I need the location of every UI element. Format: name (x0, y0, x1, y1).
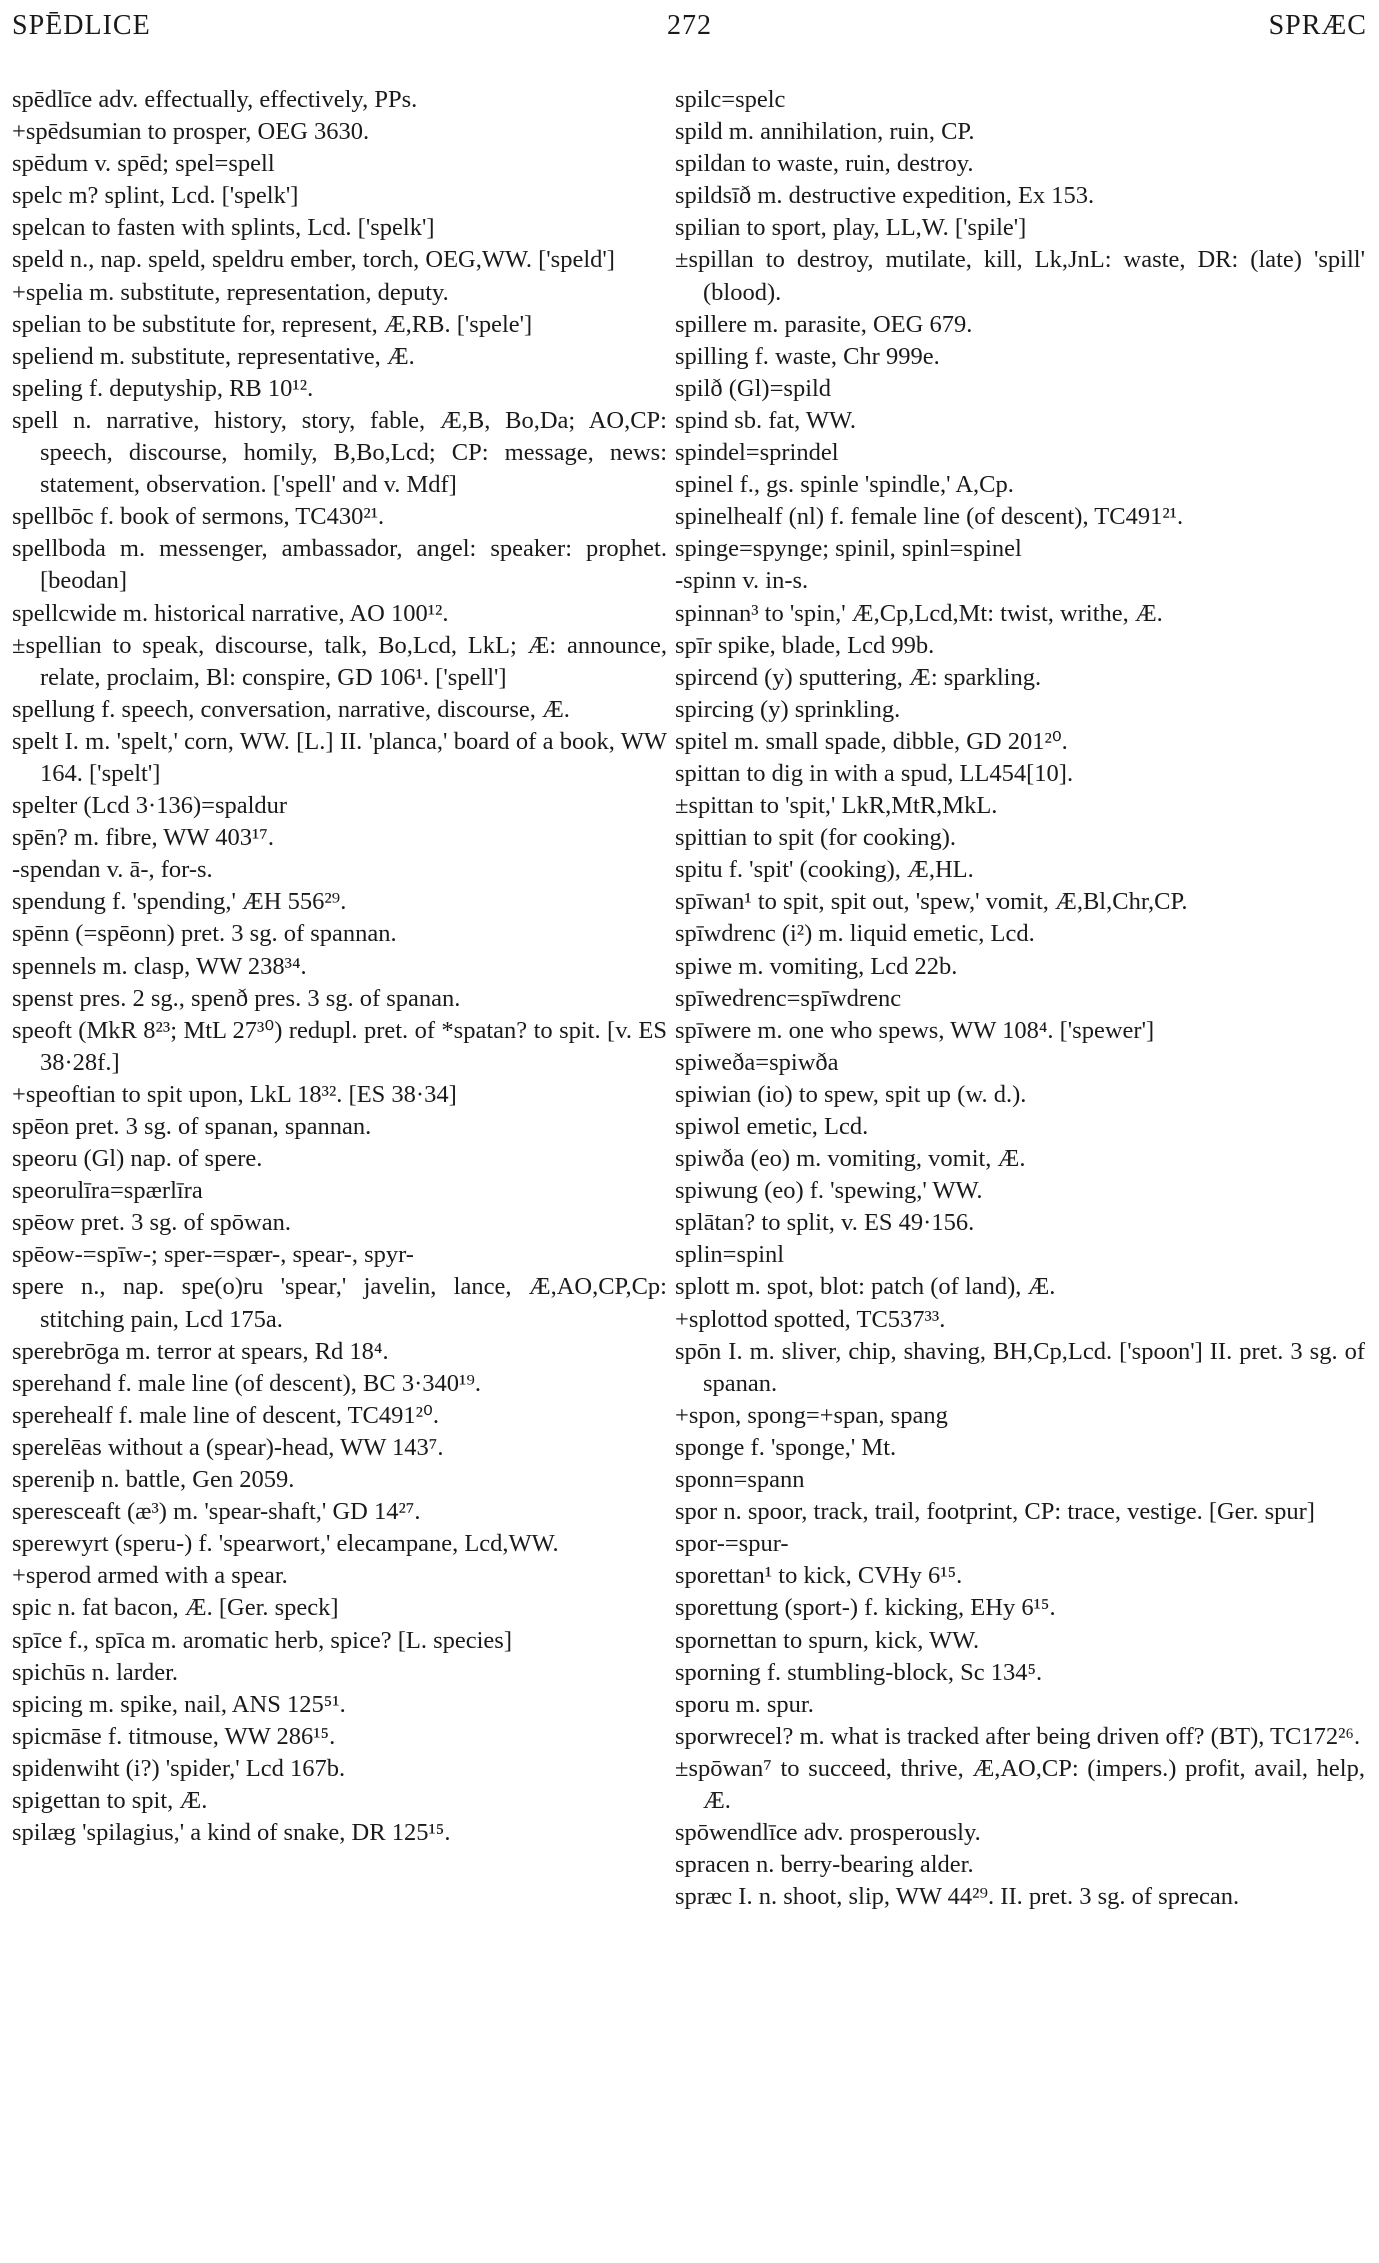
dictionary-entry: spicmāse f. titmouse, WW 286¹⁵. (12, 1722, 336, 1750)
dictionary-entry: spildsīð m. destructive expedition, Ex 153. (675, 182, 1095, 210)
dictionary-entry: speliend m. substitute, representative, Æ. (12, 342, 415, 370)
dictionary-entry: spittan to dig in with a spud, LL454[10]. (675, 759, 1074, 787)
dictionary-entry: spornettan to spurn, kick, WW. (675, 1626, 980, 1654)
dictionary-entry: sporning f. stumbling-block, Sc 134⁵. (675, 1658, 1043, 1686)
dictionary-entry: spillere m. parasite, OEG 679. (675, 310, 973, 338)
dictionary-entry: spildan to waste, ruin, destroy. (675, 150, 974, 178)
dictionary-entry: spilæg 'spilagius,' a kind of snake, DR 125¹⁵. (12, 1819, 451, 1847)
dictionary-entry: splin=spinl (675, 1241, 785, 1269)
running-head-right: SPRÆC (1268, 10, 1367, 41)
dictionary-entry: -spendan v. ā-, for-s. (12, 856, 213, 884)
dictionary-entry: spiwol emetic, Lcd. (675, 1113, 869, 1140)
dictionary-entry: spicing m. spike, nail, ANS 125⁵¹. (12, 1690, 346, 1718)
dictionary-entry: spīr spike, blade, Lcd 99b. (675, 631, 935, 659)
dictionary-entry: spelcan to fasten with splints, Lcd. ['spelk'] (12, 214, 435, 242)
dictionary-entry: spinelhealf (nl) f. female line (of descent), TC491²¹. (675, 503, 1184, 531)
dictionary-entry: spelian to be substitute for, represent, Æ,RB. ['spele'] (12, 310, 533, 338)
dictionary-entry: spild m. annihilation, ruin, CP. (675, 118, 975, 146)
dictionary-entry: spinnan³ to 'spin,' Æ,Cp,Lcd,Mt: twist, writhe, Æ. (675, 599, 1163, 627)
dictionary-entry: sperewyrt (speru-) f. 'spearwort,' elecampane, Lcd,WW. (12, 1530, 559, 1558)
dictionary-entry: spic n. fat bacon, Æ. [Ger. speck] (12, 1594, 339, 1622)
dictionary-entry: spelter (Lcd 3·136)=spaldur (12, 792, 288, 820)
dictionary-entry: spēnn (=spēonn) pret. 3 sg. of spannan. (12, 920, 397, 948)
dictionary-entry: spellung f. speech, conversation, narrative, discourse, Æ. (12, 695, 570, 723)
dictionary-entry: sponn=spann (675, 1466, 805, 1494)
page-header (12, 10, 1367, 50)
dictionary-entry: spelc m? splint, Lcd. ['spelk'] (12, 182, 299, 210)
dictionary-entry: spor-=spur- (675, 1530, 789, 1558)
dictionary-entry: spereniþ n. battle, Gen 2059. (12, 1466, 295, 1494)
dictionary-entry: spitu f. 'spit' (cooking), Æ,HL. (675, 856, 974, 884)
dictionary-entry: speoft (MkR 8²³; MtL 27³⁰) redupl. pret. of *spatan? to spit. [v. ES 38·28f.] (12, 1016, 667, 1076)
dictionary-entry: spilian to sport, play, LL,W. ['spile'] (675, 214, 1027, 242)
left-column (12, 84, 667, 1849)
dictionary-entry: spīwan¹ to spit, spit out, 'spew,' vomit, Æ,Bl,Chr,CP. (675, 888, 1188, 916)
dictionary-entry: speling f. deputyship, RB 10¹². (12, 374, 314, 402)
dictionary-entry: sporwrecel? m. what is tracked after being driven off? (BT), TC172²⁶. (675, 1722, 1361, 1750)
dictionary-entry: spindel=sprindel (675, 439, 839, 467)
dictionary-entry: +spelia m. substitute, representation, deputy. (12, 278, 449, 306)
dictionary-entry: +spēdsumian to prosper, OEG 3630. (12, 118, 370, 146)
dictionary-entry: spennels m. clasp, WW 238³⁴. (12, 952, 307, 980)
dictionary-entry: spēn? m. fibre, WW 403¹⁷. (12, 824, 274, 852)
dictionary-entry: spēow pret. 3 sg. of spōwan. (12, 1209, 291, 1237)
dictionary-entry: spind sb. fat, WW. (675, 406, 857, 434)
dictionary-entry: spracen n. berry-bearing alder. (675, 1851, 974, 1879)
dictionary-entry: spīce f., spīca m. aromatic herb, spice? [L. species] (12, 1626, 513, 1654)
dictionary-entry: spircing (y) sprinkling. (675, 695, 901, 723)
dictionary-entry: sporettan¹ to kick, CVHy 6¹⁵. (675, 1562, 963, 1590)
dictionary-entry: spīwdrenc (i²) m. liquid emetic, Lcd. (675, 920, 1035, 948)
dictionary-entry: spitel m. small spade, dibble, GD 201²⁰. (675, 727, 1068, 755)
dictionary-entry: spellbōc f. book of sermons, TC430²¹. (12, 503, 385, 531)
dictionary-entry: spēon pret. 3 sg. of spanan, spannan. (12, 1113, 372, 1140)
dictionary-entry: sperelēas without a (spear)-head, WW 143⁷. (12, 1433, 444, 1461)
dictionary-entry: spēdum v. spēd; spel=spell (12, 150, 275, 178)
dictionary-entry: spelt I. m. 'spelt,' corn, WW. [L.] II. 'planca,' board of a book, WW 164. ['spelt'] (12, 727, 667, 787)
right-column (675, 84, 1365, 1913)
dictionary-entry: spittian to spit (for cooking). (675, 824, 957, 852)
dictionary-entry: speorulīra=spærlīra (12, 1177, 203, 1205)
dictionary-entry: sperebrōga m. terror at spears, Rd 18⁴. (12, 1337, 389, 1365)
dictionary-entry: spōwendlīce adv. prosperously. (675, 1819, 981, 1847)
dictionary-entry: ±spittan to 'spit,' LkR,MtR,MkL. (675, 792, 998, 820)
dictionary-entry: +splottod spotted, TC537³³. (675, 1305, 946, 1333)
dictionary-entry: spiwða (eo) m. vomiting, vomit, Æ. (675, 1145, 1026, 1173)
dictionary-entry: sponge f. 'sponge,' Mt. (675, 1433, 897, 1461)
dictionary-entry: spilð (Gl)=spild (675, 374, 832, 402)
dictionary-entry: spellcwide m. historical narrative, AO 100¹². (12, 599, 449, 627)
dictionary-entry: speresceaft (æ³) m. 'spear-shaft,' GD 14²⁷. (12, 1498, 421, 1526)
dictionary-entry: spigettan to spit, Æ. (12, 1786, 208, 1814)
dictionary-entry: spendung f. 'spending,' ÆH 556²⁹. (12, 888, 347, 916)
dictionary-entry: sporettung (sport-) f. kicking, EHy 6¹⁵. (675, 1594, 1056, 1622)
dictionary-entry: spēow-=spīw-; sper-=spær-, spear-, spyr- (12, 1241, 414, 1269)
dictionary-entry: spell n. narrative, history, story, fable, Æ,B, Bo,Da; AO,CP: speech, discourse, homily, B,Bo,Lcd; CP: message, news: statement, observation. ['spell' and v. Mdf] (12, 406, 667, 499)
dictionary-entry: spiwian (io) to spew, spit up (w. d.). (675, 1080, 1027, 1108)
running-head-left: SPĒDLICE (12, 10, 151, 41)
dictionary-entry: spilc=spelc (675, 86, 786, 113)
dictionary-entry: -spinn v. in-s. (675, 567, 809, 595)
dictionary-entry: spidenwiht (i?) 'spider,' Lcd 167b. (12, 1754, 346, 1782)
dictionary-entry: spræc I. n. shoot, slip, WW 44²⁹. II. pret. 3 sg. of sprecan. (675, 1883, 1240, 1911)
dictionary-entry: spinel f., gs. spinle 'spindle,' A,Cp. (675, 471, 1014, 499)
dictionary-entry: spellboda m. messenger, ambassador, angel: speaker: prophet. [beodan] (12, 535, 667, 595)
dictionary-entry: spilling f. waste, Chr 999e. (675, 342, 940, 370)
dictionary-entry: spiweða=spiwða (675, 1048, 839, 1076)
dictionary-entry: spīwere m. one who spews, WW 108⁴. ['spewer'] (675, 1016, 1155, 1044)
dictionary-entry: sperehealf f. male line of descent, TC491²⁰. (12, 1401, 439, 1429)
dictionary-entry: splātan? to split, v. ES 49·156. (675, 1209, 975, 1237)
dictionary-entry: spircend (y) sputtering, Æ: sparkling. (675, 663, 1042, 691)
dictionary-entry: ±spillan to destroy, mutilate, kill, Lk,JnL: waste, DR: (late) 'spill' (blood). (675, 246, 1365, 306)
dictionary-entry: sporu m. spur. (675, 1690, 814, 1718)
dictionary-entry: spīwedrenc=spīwdrenc (675, 984, 902, 1012)
dictionary-entry: splott m. spot, blot: patch (of land), Æ. (675, 1273, 1056, 1301)
dictionary-entry: spenst pres. 2 sg., spenð pres. 3 sg. of spanan. (12, 984, 461, 1012)
dictionary-entry: +speoftian to spit upon, LkL 18³². [ES 38·34] (12, 1080, 457, 1108)
dictionary-entry: spor n. spoor, track, trail, footprint, CP: trace, vestige. [Ger. spur] (675, 1498, 1315, 1526)
dictionary-entry: +spon, spong=+span, spang (675, 1401, 948, 1429)
dictionary-entry: spōn I. m. sliver, chip, shaving, BH,Cp,Lcd. ['spoon'] II. pret. 3 sg. of spanan. (675, 1337, 1365, 1397)
page-number: 272 (667, 10, 712, 41)
dictionary-entry: spiwung (eo) f. 'spewing,' WW. (675, 1177, 983, 1205)
dictionary-entry: speld n., nap. speld, speldru ember, torch, OEG,WW. ['speld'] (12, 246, 615, 274)
dictionary-entry: speoru (Gl) nap. of spere. (12, 1145, 263, 1173)
dictionary-entry: spere n., nap. spe(o)ru 'spear,' javelin, lance, Æ,AO,CP,Cp: stitching pain, Lcd 175a. (12, 1273, 667, 1333)
dictionary-entry: spichūs n. larder. (12, 1658, 179, 1686)
dictionary-entry: +sperod armed with a spear. (12, 1562, 288, 1590)
dictionary-entry: ±spellian to speak, discourse, talk, Bo,Lcd, LkL; Æ: announce, relate, proclaim, Bl: conspire, GD 106¹. ['spell'] (12, 631, 667, 691)
dictionary-entry: spiwe m. vomiting, Lcd 22b. (675, 952, 958, 980)
dictionary-entry: sperehand f. male line (of descent), BC 3·340¹⁹. (12, 1369, 481, 1397)
dictionary-entry: spinge=spynge; spinil, spinl=spinel (675, 535, 1022, 563)
dictionary-entry: spēdlīce adv. effectually, effectively, PPs. (12, 86, 418, 113)
dictionary-entry: ±spōwan⁷ to succeed, thrive, Æ,AO,CP: (impers.) profit, avail, help, Æ. (675, 1754, 1365, 1814)
